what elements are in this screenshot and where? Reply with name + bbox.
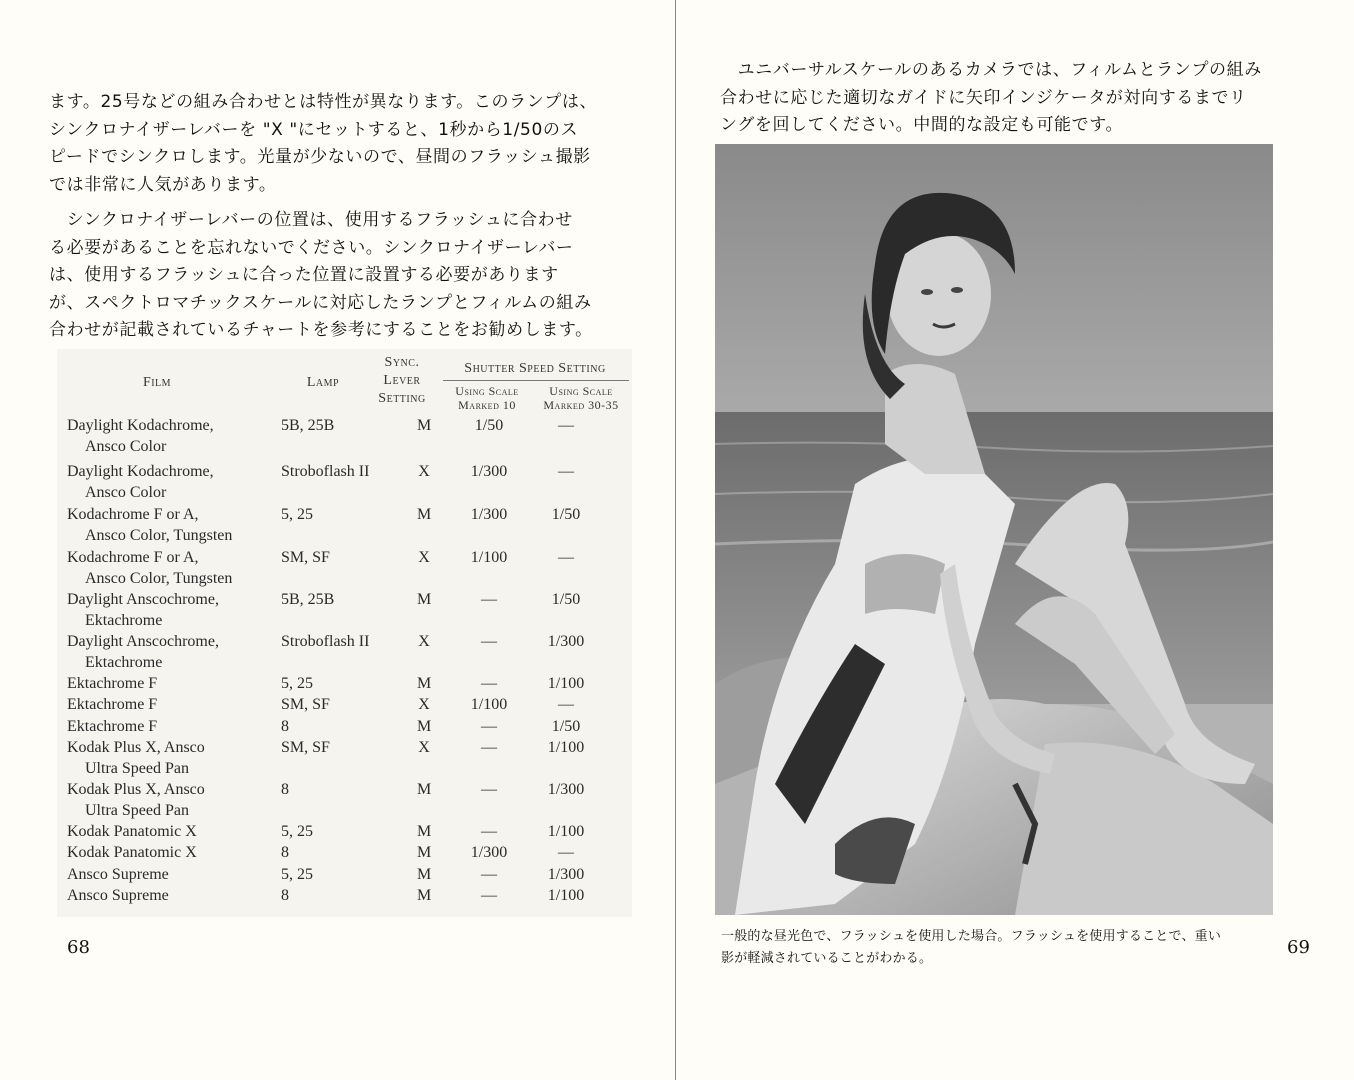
- text-line: ピードでシンクロします。光量が少ないので、昼間のフラッシュ撮影: [49, 147, 591, 167]
- cell-scale-30: —: [558, 844, 574, 861]
- photo-illustration: [715, 144, 1273, 915]
- cell-scale-30: 1/50: [551, 591, 581, 608]
- cell-lamp: SM, SF: [281, 739, 330, 756]
- cell-scale-10: —: [481, 633, 497, 650]
- header-scale-30-line: Marked 30-35: [543, 398, 619, 412]
- flash-sync-table: [57, 349, 632, 917]
- right-paragraph: [720, 57, 1285, 140]
- cell-sync: M: [417, 417, 432, 434]
- cell-lamp: 8: [281, 844, 289, 861]
- text-line: が、スペクトロマチックスケールに対応したランプとフィルムの組み: [49, 292, 592, 313]
- cell-film: [67, 842, 287, 863]
- cell-scale-30: —: [558, 549, 574, 566]
- cell-scale-10: —: [481, 781, 497, 798]
- cell-lamp: 5B, 25B: [281, 591, 335, 608]
- cell-sync: X: [418, 633, 430, 650]
- cell-film-line: Daylight Anscochrome,: [67, 633, 219, 650]
- caption-line: 一般的な昼光色で、フラッシュを使用した場合。フラッシュを使用することで、重い: [721, 929, 1222, 944]
- cell-film-line: Ansco Supreme: [67, 887, 169, 904]
- cell-scale-30: —: [558, 696, 574, 713]
- cell-film-line: Daylight Anscochrome,: [67, 591, 219, 608]
- text-line: ユニバーサルスケールのあるカメラでは、フィルムとランプの組み: [720, 60, 1262, 80]
- cell-scale-10: —: [481, 591, 497, 608]
- caption-line: 影が軽減されていることがわかる。: [721, 951, 933, 966]
- cell-film-line: Kodachrome F or A,: [67, 549, 199, 566]
- cell-film: [67, 589, 287, 631]
- cell-film-line: Ektachrome: [85, 612, 163, 629]
- left-page: [0, 0, 676, 1080]
- cell-film: [67, 821, 287, 842]
- header-scale-10-line: Marked 10: [458, 398, 516, 412]
- header-shutter-speed: Shutter Speed Setting: [464, 361, 606, 376]
- cell-lamp: 8: [281, 887, 289, 904]
- cell-sync: M: [417, 844, 432, 861]
- cell-lamp: 5B, 25B: [281, 417, 335, 434]
- cell-scale-30: 1/300: [547, 633, 585, 650]
- cell-scale-10: 1/300: [470, 463, 508, 480]
- cell-sync: M: [417, 718, 432, 735]
- cell-film: [67, 461, 287, 503]
- cell-film-line: Ansco Color: [85, 484, 167, 501]
- cell-film: [67, 415, 287, 457]
- cell-lamp: SM, SF: [281, 696, 330, 713]
- header-scale-30-line: Using Scale: [549, 384, 613, 398]
- cell-film: [67, 673, 287, 694]
- cell-film-line: Ansco Color, Tungsten: [85, 527, 233, 544]
- cell-sync: M: [417, 887, 432, 904]
- text-line: 合わせに応じた適切なガイドに矢印インジケータが対向するまでリ: [720, 87, 1247, 108]
- cell-lamp: 5, 25: [281, 675, 313, 692]
- header-scale-10-line: Using Scale: [455, 384, 519, 398]
- cell-sync: X: [418, 463, 430, 480]
- page-number-right: 69: [1287, 937, 1310, 958]
- cell-film-line: Daylight Kodachrome,: [67, 463, 214, 480]
- cell-film: [67, 885, 287, 906]
- text-line: では非常に人気があります。: [49, 174, 277, 195]
- cell-sync: M: [417, 823, 432, 840]
- cell-sync: M: [417, 675, 432, 692]
- cell-sync: X: [418, 739, 430, 756]
- cell-scale-30: —: [558, 463, 574, 480]
- cell-sync: M: [417, 591, 432, 608]
- cell-film-line: Kodak Panatomic X: [67, 844, 197, 861]
- cell-film: [67, 547, 287, 589]
- cell-sync: M: [417, 866, 432, 883]
- cell-film-line: Ultra Speed Pan: [85, 802, 189, 819]
- text-line: シンクロナイザーレバーを "X "にセットすると、1秒から1/50のス: [49, 119, 579, 140]
- cell-scale-30: 1/50: [551, 506, 581, 523]
- cell-film-line: Ansco Color: [85, 438, 167, 455]
- left-paragraph-1: [49, 89, 624, 199]
- cell-scale-10: 1/300: [470, 506, 508, 523]
- cell-film-line: Kodak Plus X, Ansco: [67, 739, 205, 756]
- header-sync: [365, 354, 439, 408]
- beach-portrait-photo: [715, 144, 1273, 915]
- cell-lamp: Stroboflash II: [281, 633, 370, 650]
- cell-film-line: Ansco Color, Tungsten: [85, 570, 233, 587]
- cell-scale-30: 1/100: [547, 675, 585, 692]
- header-scale-30: [533, 384, 629, 412]
- header-sync-line: Sync.: [384, 355, 420, 370]
- photo-caption: [721, 926, 1273, 970]
- cell-film-line: Ansco Supreme: [67, 866, 169, 883]
- text-line: は、使用するフラッシュに合った位置に設置する必要があります: [49, 265, 559, 285]
- cell-scale-30: 1/50: [551, 718, 581, 735]
- text-line: ングを回してください。中間的な設定も可能です。: [720, 115, 1124, 135]
- header-sync-line: Lever: [383, 373, 421, 388]
- cell-scale-30: 1/100: [547, 739, 585, 756]
- left-paragraph-2: [49, 207, 624, 345]
- cell-scale-30: 1/100: [547, 887, 585, 904]
- cell-scale-10: —: [481, 739, 497, 756]
- cell-lamp: SM, SF: [281, 549, 330, 566]
- cell-film-line: Ektachrome F: [67, 718, 158, 735]
- text-line: シンクロナイザーレバーの位置は、使用するフラッシュに合わせ: [49, 210, 573, 230]
- text-line: る必要があることを忘れないでください。シンクロナイザーレバー: [49, 237, 574, 258]
- cell-film-line: Ektachrome F: [67, 675, 158, 692]
- cell-scale-10: —: [481, 866, 497, 883]
- cell-scale-30: 1/300: [547, 866, 585, 883]
- cell-scale-10: 1/100: [470, 549, 508, 566]
- header-scale-10: [445, 384, 529, 412]
- cell-scale-10: —: [481, 675, 497, 692]
- header-sync-line: Setting: [378, 391, 426, 406]
- text-line: ます。25号などの組み合わせとは特性が異なります。このランプは、: [49, 92, 598, 112]
- cell-sync: X: [418, 549, 430, 566]
- cell-sync: M: [417, 781, 432, 798]
- cell-film-line: Kodak Panatomic X: [67, 823, 197, 840]
- page-number-left: 68: [67, 937, 90, 958]
- cell-film-line: Ektachrome F: [67, 696, 158, 713]
- cell-film-line: Ektachrome: [85, 654, 163, 671]
- cell-lamp: 5, 25: [281, 823, 313, 840]
- cell-film: [67, 779, 287, 821]
- header-film: Film: [142, 375, 172, 390]
- cell-lamp: 8: [281, 781, 289, 798]
- cell-film: [67, 504, 287, 546]
- header-lamp: Lamp: [306, 375, 340, 390]
- cell-film-line: Kodachrome F or A,: [67, 506, 199, 523]
- cell-scale-10: 1/50: [474, 417, 504, 434]
- text-line: 合わせが記載されているチャートを参考にすることをお勧めします。: [49, 320, 593, 340]
- cell-film-line: Ultra Speed Pan: [85, 760, 189, 777]
- cell-scale-30: 1/300: [547, 781, 585, 798]
- cell-film: [67, 694, 287, 715]
- cell-scale-10: 1/300: [470, 844, 508, 861]
- cell-scale-10: —: [481, 887, 497, 904]
- cell-film: [67, 864, 287, 885]
- cell-film: [67, 716, 287, 737]
- cell-sync: X: [418, 696, 430, 713]
- cell-sync: M: [417, 506, 432, 523]
- cell-lamp: 8: [281, 718, 289, 735]
- cell-film: [67, 631, 287, 673]
- cell-lamp: 5, 25: [281, 506, 313, 523]
- cell-scale-10: —: [481, 823, 497, 840]
- cell-film-line: Kodak Plus X, Ansco: [67, 781, 205, 798]
- cell-scale-10: 1/100: [470, 696, 508, 713]
- cell-scale-30: —: [558, 417, 574, 434]
- cell-scale-10: —: [481, 718, 497, 735]
- cell-scale-30: 1/100: [547, 823, 585, 840]
- cell-lamp: 5, 25: [281, 866, 313, 883]
- cell-film-line: Daylight Kodachrome,: [67, 417, 214, 434]
- header-rule: [443, 380, 629, 381]
- cell-lamp: Stroboflash II: [281, 463, 370, 480]
- cell-film: [67, 737, 287, 779]
